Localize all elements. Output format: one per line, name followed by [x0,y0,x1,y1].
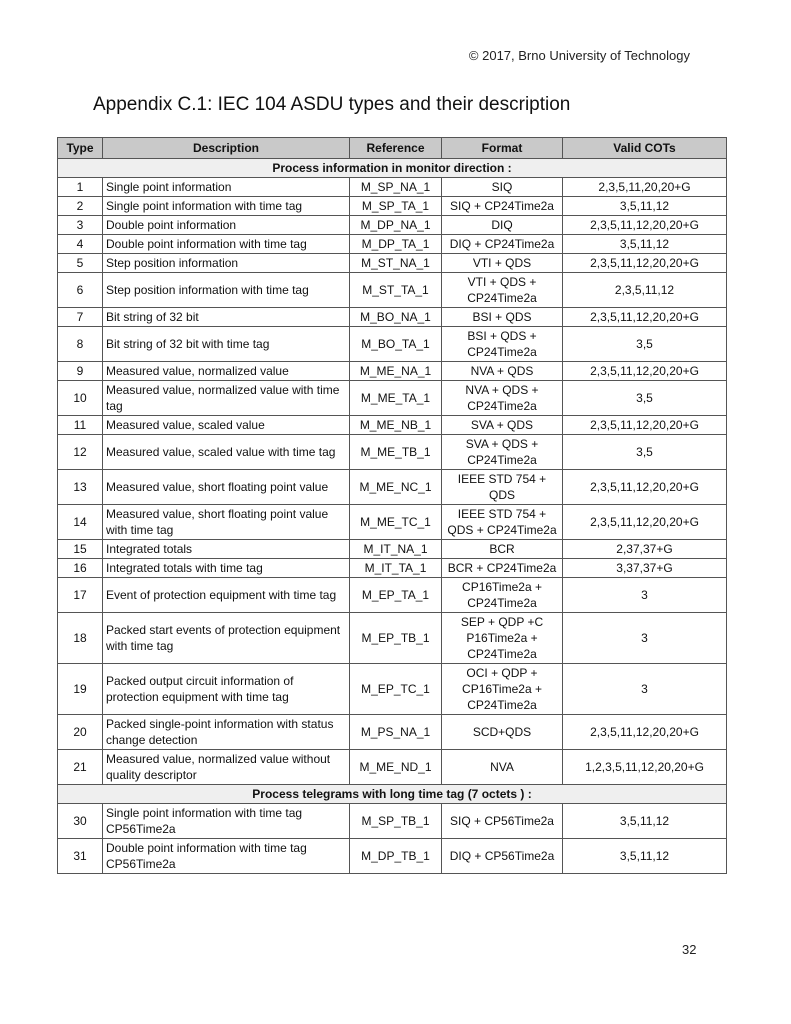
asdu-types-table [57,137,727,874]
cell-reference: M_DP_TB_1 [350,839,442,874]
cell-reference: M_DP_TA_1 [350,235,442,254]
table-row [58,664,727,715]
cell-format: BCR + CP24Time2a [442,559,563,578]
cell-type: 1 [58,178,103,197]
cell-description: Packed start events of protection equipment with time tag [103,613,350,664]
column-header-valid-cots: Valid COTs [563,138,727,159]
cell-type: 2 [58,197,103,216]
cell-description: Double point information [103,216,350,235]
cell-reference: M_ME_NB_1 [350,416,442,435]
cell-type: 14 [58,505,103,540]
cell-format: DIQ + CP56Time2a [442,839,563,874]
cell-description: Single point information [103,178,350,197]
table-row [58,362,727,381]
table-row [58,613,727,664]
table-row [58,416,727,435]
cell-format: OCI + QDP + CP16Time2a + CP24Time2a [442,664,563,715]
cell-valid-cots: 3,5,11,12 [563,839,727,874]
cell-type: 21 [58,750,103,785]
cell-valid-cots: 3,37,37+G [563,559,727,578]
section-heading-row [58,785,727,804]
cell-reference: M_ME_NA_1 [350,362,442,381]
cell-type: 31 [58,839,103,874]
cell-type: 8 [58,327,103,362]
table-body [58,159,727,874]
cell-type: 18 [58,613,103,664]
table-header-row [58,138,727,159]
cell-description: Double point information with time tag [103,235,350,254]
cell-type: 9 [58,362,103,381]
table-row [58,505,727,540]
cell-format: SIQ + CP24Time2a [442,197,563,216]
cell-valid-cots: 2,3,5,11,12,20,20+G [563,362,727,381]
cell-reference: M_EP_TB_1 [350,613,442,664]
section-heading-row [58,159,727,178]
cell-type: 15 [58,540,103,559]
cell-reference: M_ME_NC_1 [350,470,442,505]
table-row [58,578,727,613]
cell-description: Packed output circuit information of protection equipment with time tag [103,664,350,715]
cell-description: Step position information with time tag [103,273,350,308]
cell-valid-cots: 2,3,5,11,12,20,20+G [563,715,727,750]
cell-type: 13 [58,470,103,505]
table-row [58,750,727,785]
table-row [58,308,727,327]
table-row [58,470,727,505]
cell-type: 12 [58,435,103,470]
page-title: Appendix C.1: IEC 104 ASDU types and their description [93,94,571,115]
cell-valid-cots: 3,5,11,12 [563,235,727,254]
table-row [58,540,727,559]
cell-format: NVA + QDS + CP24Time2a [442,381,563,416]
cell-reference: M_DP_NA_1 [350,216,442,235]
cell-description: Single point information with time tag CP56Time2a [103,804,350,839]
cell-format: SIQ + CP56Time2a [442,804,563,839]
cell-description: Measured value, scaled value with time tag [103,435,350,470]
cell-format: NVA [442,750,563,785]
cell-type: 7 [58,308,103,327]
table-row [58,381,727,416]
cell-description: Measured value, normalized value [103,362,350,381]
cell-description: Measured value, scaled value [103,416,350,435]
cell-valid-cots: 2,3,5,11,12,20,20+G [563,254,727,273]
cell-valid-cots: 3,5,11,12 [563,197,727,216]
cell-format: SEP + QDP +C P16Time2a + CP24Time2a [442,613,563,664]
cell-reference: M_SP_TB_1 [350,804,442,839]
cell-description: Integrated totals with time tag [103,559,350,578]
cell-format: DIQ [442,216,563,235]
cell-reference: M_PS_NA_1 [350,715,442,750]
cell-format: NVA + QDS [442,362,563,381]
cell-valid-cots: 3,5 [563,435,727,470]
cell-format: BCR [442,540,563,559]
cell-format: SVA + QDS [442,416,563,435]
cell-valid-cots: 3 [563,664,727,715]
cell-valid-cots: 2,37,37+G [563,540,727,559]
cell-format: IEEE STD 754 + QDS + CP24Time2a [442,505,563,540]
cell-reference: M_ME_TB_1 [350,435,442,470]
table-row [58,178,727,197]
cell-reference: M_SP_TA_1 [350,197,442,216]
cell-valid-cots: 3 [563,613,727,664]
table-row [58,559,727,578]
cell-description: Step position information [103,254,350,273]
page-number: 32 [682,942,697,957]
cell-reference: M_ME_TA_1 [350,381,442,416]
cell-reference: M_SP_NA_1 [350,178,442,197]
cell-valid-cots: 3,5 [563,381,727,416]
cell-format: IEEE STD 754 + QDS [442,470,563,505]
cell-description: Packed single-point information with status change detection [103,715,350,750]
cell-type: 19 [58,664,103,715]
cell-valid-cots: 3,5 [563,327,727,362]
table-row [58,715,727,750]
cell-reference: M_BO_TA_1 [350,327,442,362]
cell-type: 5 [58,254,103,273]
table-row [58,254,727,273]
cell-reference: M_IT_NA_1 [350,540,442,559]
cell-type: 4 [58,235,103,254]
cell-description: Measured value, normalized value without quality descriptor [103,750,350,785]
table-row [58,273,727,308]
table-row [58,216,727,235]
cell-valid-cots: 2,3,5,11,12,20,20+G [563,470,727,505]
cell-description: Integrated totals [103,540,350,559]
cell-type: 20 [58,715,103,750]
cell-valid-cots: 2,3,5,11,12,20,20+G [563,216,727,235]
cell-description: Bit string of 32 bit with time tag [103,327,350,362]
cell-format: SVA + QDS + CP24Time2a [442,435,563,470]
cell-description: Measured value, short floating point value [103,470,350,505]
cell-format: DIQ + CP24Time2a [442,235,563,254]
cell-reference: M_ST_TA_1 [350,273,442,308]
cell-reference: M_ME_ND_1 [350,750,442,785]
cell-reference: M_ME_TC_1 [350,505,442,540]
cell-reference: M_ST_NA_1 [350,254,442,273]
cell-reference: M_BO_NA_1 [350,308,442,327]
cell-reference: M_EP_TA_1 [350,578,442,613]
table-row [58,327,727,362]
cell-description: Bit string of 32 bit [103,308,350,327]
cell-valid-cots: 2,3,5,11,12,20,20+G [563,308,727,327]
cell-format: BSI + QDS [442,308,563,327]
cell-valid-cots: 1,2,3,5,11,12,20,20+G [563,750,727,785]
section-heading: Process telegrams with long time tag (7 octets ) : [58,785,727,804]
column-header-format: Format [442,138,563,159]
cell-description: Double point information with time tag CP56Time2a [103,839,350,874]
cell-description: Single point information with time tag [103,197,350,216]
cell-valid-cots: 3,5,11,12 [563,804,727,839]
cell-type: 6 [58,273,103,308]
cell-type: 30 [58,804,103,839]
cell-type: 11 [58,416,103,435]
cell-format: VTI + QDS + CP24Time2a [442,273,563,308]
cell-description: Measured value, normalized value with time tag [103,381,350,416]
cell-description: Measured value, short floating point value with time tag [103,505,350,540]
cell-format: SCD+QDS [442,715,563,750]
cell-type: 10 [58,381,103,416]
table-row [58,235,727,254]
cell-format: VTI + QDS [442,254,563,273]
cell-description: Event of protection equipment with time tag [103,578,350,613]
cell-format: CP16Time2a + CP24Time2a [442,578,563,613]
column-header-description: Description [103,138,350,159]
cell-type: 3 [58,216,103,235]
table-row [58,435,727,470]
cell-format: BSI + QDS + CP24Time2a [442,327,563,362]
cell-format: SIQ [442,178,563,197]
cell-valid-cots: 2,3,5,11,12,20,20+G [563,505,727,540]
section-heading: Process information in monitor direction : [58,159,727,178]
cell-valid-cots: 2,3,5,11,12 [563,273,727,308]
cell-valid-cots: 3 [563,578,727,613]
cell-reference: M_EP_TC_1 [350,664,442,715]
table-row [58,839,727,874]
cell-type: 16 [58,559,103,578]
cell-valid-cots: 2,3,5,11,12,20,20+G [563,416,727,435]
table-row [58,804,727,839]
cell-type: 17 [58,578,103,613]
column-header-reference: Reference [350,138,442,159]
cell-valid-cots: 2,3,5,11,20,20+G [563,178,727,197]
column-header-type: Type [58,138,103,159]
copyright-notice: © 2017, Brno University of Technology [468,48,690,63]
cell-reference: M_IT_TA_1 [350,559,442,578]
table-row [58,197,727,216]
